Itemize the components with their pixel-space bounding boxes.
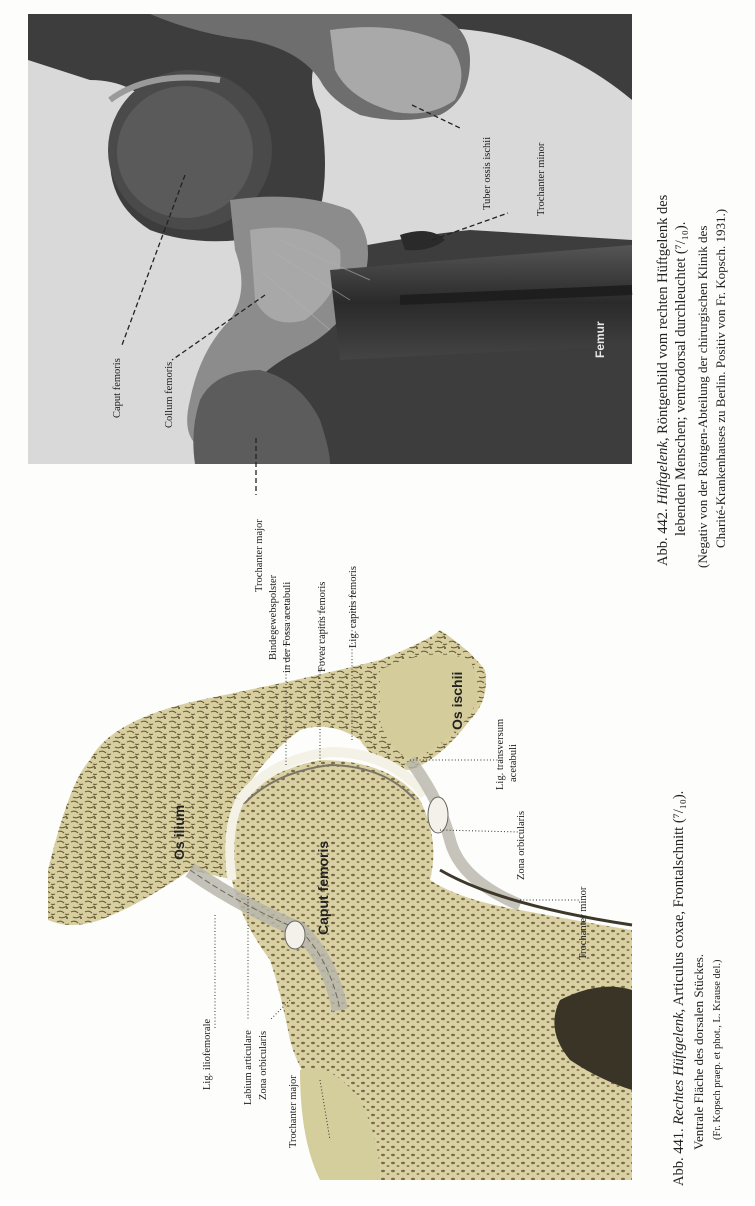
- label-labium-articulare: Labium articulare: [243, 1030, 254, 1105]
- label-bindegewebspolster-2: in der Fossa acetabuli: [282, 581, 293, 673]
- caption-section-line1: Abb. 441. Rechtes Hüftgelenk, Articulus coxae, Frontalschnitt (⁷/₁₀).: [671, 790, 687, 1186]
- label-zona-orbicularis: Zona orbicularis: [516, 810, 527, 880]
- label-tuber-ossis-ischii: Tuber ossis ischii: [482, 136, 493, 210]
- label-lig-capitis-femoris: Lig. capitis femoris: [348, 566, 359, 648]
- label-trochanter-minor-section: Trochanter minor: [578, 886, 589, 960]
- caption-xray-line1: Abb. 442. Hüftgelenk, Röntgenbild vom rechten Hüftgelenk des: [655, 194, 671, 566]
- label-lig-transversum-2: acetabuli: [508, 744, 519, 782]
- caption-section-line2: Ventrale Fläche des dorsalen Stückes.: [691, 953, 706, 1150]
- label-os-ischii: Os ischii: [449, 671, 465, 730]
- caption-section-line3: (Fr. Kopsch praep. et phot., L. Krause del.): [712, 959, 723, 1140]
- caption-xray-line4: Charité-Krankenhauses zu Berlin. Positiv von Fr. Kopsch. 1931.): [713, 208, 728, 548]
- label-caput-femoris-xray: Caput femoris: [112, 358, 123, 418]
- label-caput-femoris-section: Caput femoris: [315, 840, 331, 935]
- label-bindegewebspolster-1: Bindegewebspolster: [268, 574, 279, 660]
- label-zona-orbicularis-2: Zona orbicularis: [258, 1030, 269, 1100]
- label-os-ilium: Os ilium: [171, 804, 187, 860]
- label-lig-iliofemorale: Lig. iliofemorale: [202, 1018, 213, 1090]
- label-lig-transversum-1: Lig. transversum: [495, 718, 506, 790]
- label-femur-xray: Femur: [593, 321, 607, 358]
- label-trochanter-major-section: Trochanter major: [288, 1075, 299, 1148]
- label-fovea-capitis-femoris: Fovea capitis femoris: [317, 581, 328, 672]
- caption-xray-line3: (Negativ von der Röntgen-Abteilung der chirurgischen Klinik des: [695, 225, 710, 568]
- frontal-section-image: [48, 630, 632, 1180]
- label-collum-femoris-xray: Collum femoris: [164, 361, 175, 428]
- label-trochanter-minor-xray: Trochanter minor: [536, 142, 547, 216]
- caption-xray-line2: lebenden Menschen; ventrodorsal durchleuchtet (⁷/₁₀).: [673, 221, 689, 536]
- label-trochanter-major-xray: Trochanter major: [254, 519, 265, 592]
